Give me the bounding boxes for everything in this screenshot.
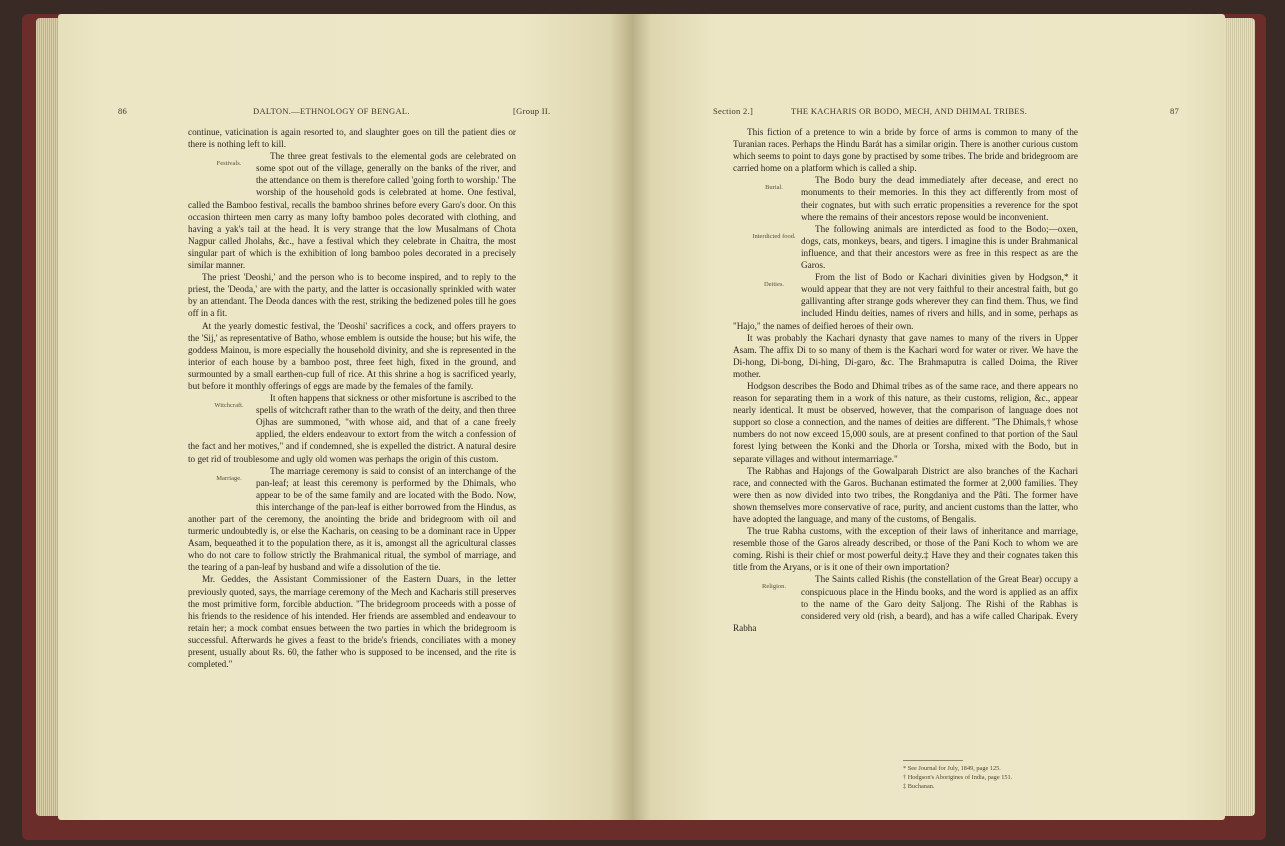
left-body xyxy=(188,126,516,670)
left-page xyxy=(58,14,633,820)
margin-note: Festivals. xyxy=(216,160,242,168)
left-page-number: 86 xyxy=(118,106,128,116)
left-group-label: [Group II. xyxy=(513,106,551,116)
paragraph: The priest 'Deoshi,' and the person who is to become inspired, and to reply to the priest, the 'Deoda,' are with the party, and the latter is occasionally sprinkled with water by an attendant. The Deoda dances with the rest, striking the bedizened poles till he goes off in a fit. xyxy=(188,272,516,319)
paragraph: Festivals. The three great festivals to the elemental gods are celebrated on some spot out of the village, generally on the banks of the river, and the attendance on them is therefore called 'going forth to worship.' The worship of the household gods is celebrated at home. One festival, called the Bamboo festival, recalls the bamboo shrines before every Garo's door. On this occasion thirteen men carry as many lofty bamboo poles decorated with clothing, and having a yak's tail at the head. It is very strange that the low Musalmans of Chota Nagpur called Jholahs, &c., have a festival which they celebrate in Chaitra, the most singular part of which is the exhibition of long bamboo poles decorated in a precisely similar manner. xyxy=(188,151,516,271)
margin-note: Marriage. xyxy=(216,474,242,482)
paragraph: continue, vaticination is again resorted to, and slaughter goes on till the patient dies or there is nothing left to kill. xyxy=(188,127,516,150)
footnote: * See Journal for July, 1849, page 125. xyxy=(903,765,1001,772)
footnote: † Hodgson's Aborigines of India, page 151. xyxy=(903,774,1013,781)
footnote: ‡ Buchanan. xyxy=(903,783,935,790)
margin-note: Witchcraft. xyxy=(214,402,244,410)
paragraph: It was probably the Kachari dynasty that gave names to many of the rivers in Upper Asam. The affix Di to so many of them is the Kachari word for water or river. We have the Di-hong, Di-bong, Di-hing, Di-garo, &c. The Brahmaputra is called Doima, the River mother. xyxy=(733,332,1078,379)
paragraph: Interdicted food. The following animals are interdicted as food to the Bodo;—oxen, dogs, cats, monkeys, bears, and tigers. I imagine this is under Brahmanical influence, and that their ancestors were as free in this respect as are the Garos. xyxy=(733,223,1078,271)
footnote-rule xyxy=(903,760,963,761)
right-page xyxy=(633,14,1225,820)
margin-note: Religion. xyxy=(761,583,786,591)
paragraph: Witchcraft. It often happens that sickness or other misfortune is ascribed to the spells of witchcraft rather than to the wrath of the deity, and then three Ojhas are summoned, "with whose aid, and that of a cane freely applied, the elders endeavour to extort from the witch a confession of the fact and her motives," and if condemned, she is expelled the district. A natural desire to get rid of troublesome and ugly old women was perhaps the origin of this custom. xyxy=(188,393,516,464)
margin-note: Burial. xyxy=(765,184,783,192)
paragraph: Marriage. The marriage ceremony is said to consist of an interchange of the pan-leaf; at least this ceremony is performed by the Dhimals, who appear to be of the same family and are located with the Bodo. Now, this interchange of the pan-leaf is either borrowed from the Hindus, as another part of the ceremony, the anointing the bride and bridegroom with oil and turmeric undoubtedly is, or else the Kacharis, on ceasing to be a dominant race in Upper Asam, bequeathed it to the population there, as it is, amongst all the agricultural classes who do not care to follow strictly the Brahmanical ritual, the symbol of marriage, and the tearing of a pan-leaf by husband and wife a dissolution of the tie. xyxy=(188,465,516,573)
paragraph: The true Rabha customs, with the exception of their laws of inheritance and marriage, resemble those of the Garos already described, or those of the Pani Koch to whom we are coming. Rishi is their chief or most powerful deity.‡ Have they and their cognates taken this title from the Aryans, or is it one of their own importation? xyxy=(733,526,1078,573)
paragraph: The Rabhas and Hajongs of the Gowalparah District are also branches of the Kachari race, and connected with the Garos. Buchanan estimated the former at 2,000 families. They were then as now divided into two tribes, the Rongdaniya and the Pâti. The former have shown themselves more conservative of race, purity, and ancient customs than the latter, who have adopted the language, and many of the customs, of Bengalis. xyxy=(733,465,1078,524)
page-edges-left xyxy=(36,18,58,816)
paragraph: This fiction of a pretence to win a bride by force of arms is common to many of the Turanian races. Perhaps the Hindu Barát has a similar origin. There is another curious custom which seems to point to days gone by practised by some tribes. The bride and bridegroom are carried home on a platform which is called a ship. xyxy=(733,127,1078,174)
paragraph: Burial. The Bodo bury the dead immediately after decease, and erect no monuments to their memories. In this they act differently from most of their cognates, but with such erratic propensities a reverence for the spot where the remains of their ancestors repose would be inconvenient. xyxy=(733,174,1078,222)
paragraph: Religion. The Saints called Rishis (the constellation of the Great Bear) occupy a conspicuous place in the Hindu books, and the word is applied as an affix to the name of the Garo deity Saljong. The Rishi of the Rabhas is considered very old (rish, a beard), and has a wife called Charipak. Every Rabha xyxy=(733,574,1078,633)
margin-note: Interdicted food. xyxy=(752,232,796,240)
page-edges-right xyxy=(1225,18,1255,816)
footnotes xyxy=(903,764,1103,791)
right-section-label: Section 2.] xyxy=(713,106,754,116)
left-running-title: DALTON.—ETHNOLOGY OF BENGAL. xyxy=(253,106,410,116)
right-page-number: 87 xyxy=(1170,106,1180,116)
paragraph: At the yearly domestic festival, the 'Deoshi' sacrifices a cock, and offers prayers to the 'Sij,' as representative of Batho, whose emblem is outside the house; but his wife, the goddess Mainou, is more especially the household divinity, and she is represented in the interior of each house by a bamboo post, three feet high, fixed in the ground, and surmounted by a small earthen-cup full of rice. At this shrine a hog is sacrificed yearly, but before it monthly offerings of eggs are made by the females of the family. xyxy=(188,320,516,391)
paragraph: Hodgson describes the Bodo and Dhimal tribes as of the same race, and there appears no reason for separating them in a work of this nature, as their customs, religion, &c., appear nearly identical. It must be observed, however, that the comparison of language does not support so close a connection, and the names of deities are different. "The Dhimals,† whose numbers do not now exceed 15,000 souls, are at present confined to that portion of the Saul forest lying between the Konki and the Dhorla or Torsha, mixed with the Bodo, but in separate villages and without intermarriage." xyxy=(733,380,1078,464)
right-running-title: THE KACHARIS OR BODO, MECH, AND DHIMAL TRIBES. xyxy=(791,106,1028,116)
right-body xyxy=(733,126,1078,634)
paragraph: Mr. Geddes, the Assistant Commissioner of the Eastern Duars, in the letter previously quoted, says, the marriage ceremony of the Mech and Kacharis still preserves the most primitive form, forcible abduction. "The bridegroom proceeds with a posse of his friends to the residence of his intended. Her friends are assembled and endeavour to retain her; a mock combat ensues between the two parties in which the bridegroom is successful. Afterwards he gives a feast to the bride's friends, conciliates with a money present, usually about Rs. 60, the father who is supposed to be incensed, and the rite is completed." xyxy=(188,574,516,670)
margin-note: Deities. xyxy=(763,281,785,289)
paragraph: Deities. From the list of Bodo or Kachari divinities given by Hodgson,* it would appear that they are not very faithful to their ancestral faith, but go gallivanting after strange gods wherever they can find them. Thus, we find included Hindu deities, names of rivers and hills, and in some, perhaps as "Hajo," the names of deified heroes of their own. xyxy=(733,272,1078,331)
